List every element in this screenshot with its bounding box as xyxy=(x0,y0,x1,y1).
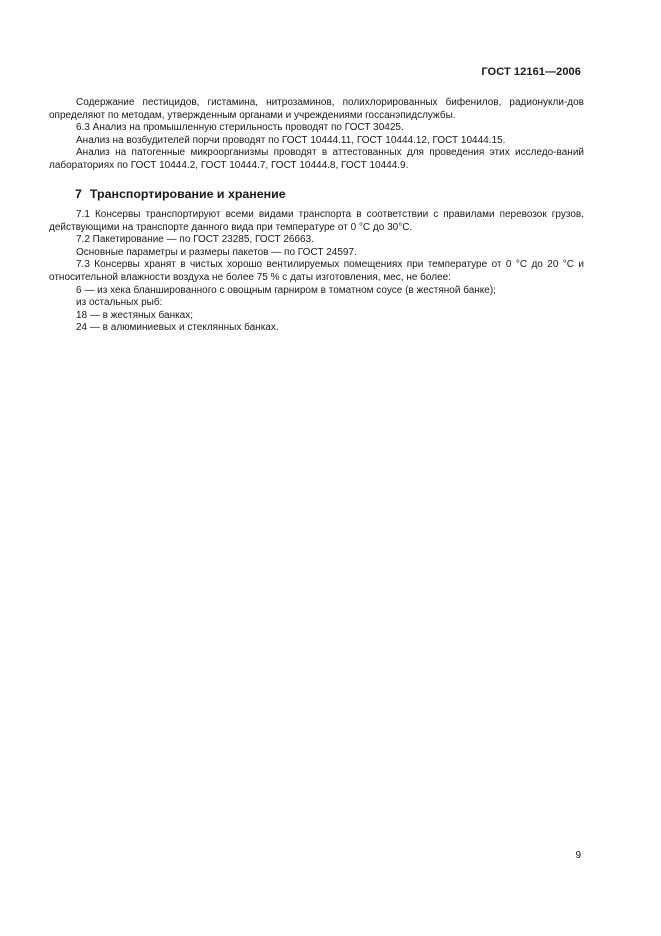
storage-other-fish: из остальных рыб: xyxy=(76,297,163,309)
section-7-text xyxy=(49,209,584,335)
paragraph-spoilage-analysis: Анализ на возбудителей порчи проводят по ГОСТ 10444.11, ГОСТ 10444.12, ГОСТ 10444.15. xyxy=(76,134,506,146)
section-heading xyxy=(75,187,286,201)
test-methods-text xyxy=(49,97,584,173)
paragraph-pathogen-analysis: Анализ на патогенные микроорганизмы проводят в аттестованных для проведения этих исследо-ваний лабораториях по ГОСТ 10444.2, ГОСТ 10444.7, ГОСТ 10444.8, ГОСТ 10444.9. xyxy=(49,147,584,171)
paragraph-7-1: 7.1 Консервы транспортируют всеми видами транспорта в соответствии с правилами перевозок грузов, действующими на транспорте данного вида при температуре от 0 °С до 30°С. xyxy=(49,209,584,233)
paragraph-pesticides: Содержание пестицидов, гистамина, нитрозаминов, полихлорированных бифенилов, радионукли-дов определяют по методам, утвержденным органами и учреждениями госсанэпидслужбы. xyxy=(49,97,584,121)
paragraph-7-3: 7.3 Консервы хранят в чистых хорошо вентилируемых помещениях при температуре от 0 °С до 20 °С и относительной влажности воздуха не более 75 % с даты изготовления, мес, не более: xyxy=(49,259,584,283)
paragraph-7-2: 7.2 Пакетирование — по ГОСТ 23285, ГОСТ 26663. xyxy=(76,234,314,246)
storage-term-tin-cans: 18 — в жестяных банках; xyxy=(76,309,194,321)
paragraph-package-params: Основные параметры и размеры пакетов — по ГОСТ 24597. xyxy=(76,246,357,258)
section-title: Транспортирование и хранение xyxy=(89,187,286,201)
page-number: 9 xyxy=(575,850,581,861)
storage-term-hake: 6 — из хека бланшированного с овощным гарниром в томатном соусе (в жестяной банке); xyxy=(76,284,496,296)
document-code-header: ГОСТ 12161—2006 xyxy=(481,66,581,78)
section-number: 7 xyxy=(75,187,82,201)
paragraph-6-3: 6.3 Анализ на промышленную стерильность проводят по ГОСТ 30425. xyxy=(76,122,404,134)
storage-term-aluminium-glass: 24 — в алюминиевых и стеклянных банках. xyxy=(76,322,279,334)
